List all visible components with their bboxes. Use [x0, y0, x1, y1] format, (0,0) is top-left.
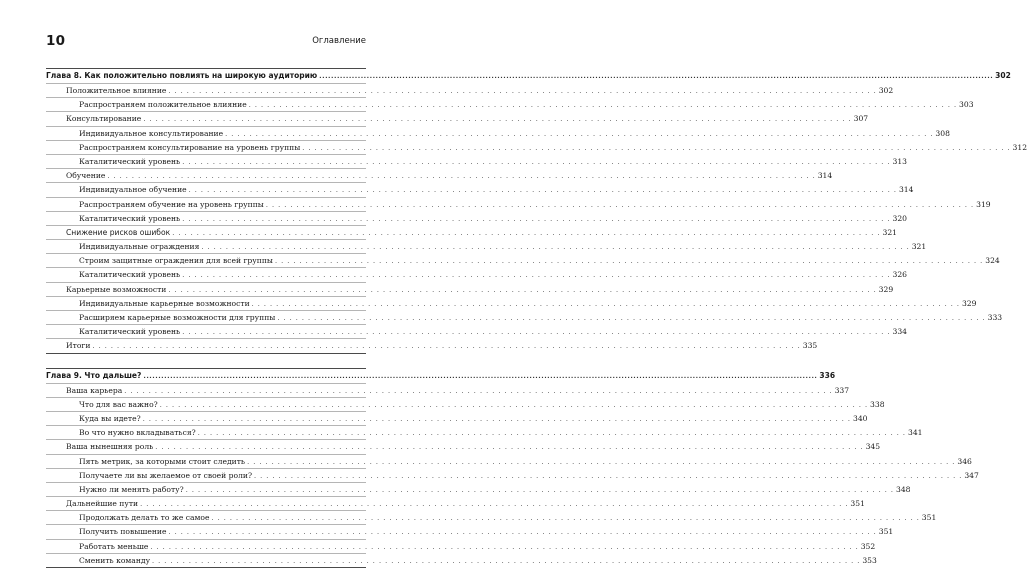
- toc-entry-page: 353: [862, 555, 877, 565]
- dot-leader: [92, 339, 800, 353]
- section-row[interactable]: [46, 497, 865, 511]
- subsection-row[interactable]: [46, 511, 937, 525]
- toc-entry-page: 351: [850, 499, 865, 509]
- toc-entry-page: 324: [985, 256, 1000, 266]
- dot-leader: [201, 240, 909, 254]
- section-row[interactable]: [46, 169, 833, 183]
- section-row[interactable]: [46, 339, 818, 352]
- toc-entry-page: 320: [892, 213, 907, 223]
- toc-entry-title: Снижение рисков ошибок: [66, 227, 171, 237]
- toc-entry-title: Ваша нынешняя роль: [66, 442, 154, 452]
- running-head: Оглавление: [312, 36, 366, 46]
- toc-entry-title: Положительное влияние: [66, 86, 167, 95]
- subsection-row[interactable]: [46, 240, 927, 254]
- dot-leader: [198, 426, 906, 440]
- toc-entry-page: 351: [921, 513, 937, 523]
- toc-entry-title: Работать меньше: [79, 541, 149, 551]
- toc-entry-page: 329: [878, 284, 894, 294]
- toc-entry-title: Обучение: [66, 171, 106, 181]
- toc-entry-title: Пять метрик, за которыми стоит следить: [79, 456, 246, 466]
- subsection-row[interactable]: [46, 268, 907, 282]
- chapter-heading-row[interactable]: [46, 369, 836, 384]
- subsection-row[interactable]: [46, 554, 877, 567]
- toc-entry-page: 348: [896, 484, 911, 494]
- toc-entry-title: Консультирование: [66, 114, 142, 124]
- dot-leader: [143, 412, 851, 426]
- dot-leader: [277, 311, 985, 325]
- section-row[interactable]: [46, 440, 881, 454]
- dot-leader: [150, 540, 858, 554]
- toc-entry-page: 303: [959, 100, 974, 110]
- toc-entry-page: 352: [860, 541, 876, 551]
- toc-entry-page: 351: [878, 527, 894, 537]
- dot-leader: [275, 254, 983, 268]
- dot-leader: [182, 325, 890, 339]
- dot-leader: [160, 398, 868, 412]
- toc-entry-title: Ваша карьера: [66, 385, 123, 395]
- toc-entry-page: 338: [870, 399, 885, 409]
- dot-leader: [254, 469, 962, 483]
- toc-entry-title: Строим защитные ограждения для всей группы: [79, 256, 273, 266]
- dot-leader: [249, 98, 957, 112]
- toc-entry-title: Карьерные возможности: [66, 284, 167, 294]
- subsection-row[interactable]: [46, 183, 914, 197]
- toc-entry-title: Итоги: [66, 341, 91, 351]
- section-row[interactable]: [46, 112, 869, 126]
- toc-entry-page: 308: [935, 128, 950, 138]
- toc-entry-title: Что для вас важно?: [79, 399, 158, 409]
- subsection-row[interactable]: [46, 325, 907, 339]
- toc-entry-page: 307: [853, 114, 869, 124]
- dot-leader: [212, 511, 920, 525]
- toc-entry-title: Распространяем положительное влияние: [79, 100, 247, 110]
- subsection-row[interactable]: [46, 398, 885, 412]
- dot-leader: [247, 455, 955, 469]
- dot-leader: [182, 268, 890, 282]
- toc-entry-title: Получаете ли вы желаемое от своей роли?: [79, 470, 253, 480]
- subsection-row[interactable]: [46, 98, 974, 112]
- dot-leader: [266, 198, 974, 212]
- toc-entry-page: 329: [961, 298, 977, 308]
- dot-leader: [182, 212, 890, 226]
- toc-entry-page: 347: [964, 470, 979, 480]
- dot-leader: [172, 226, 880, 240]
- toc-entry-title: Глава 9. Что дальше?: [46, 370, 142, 380]
- dot-leader: [319, 69, 993, 83]
- toc-entry-page: 314: [898, 185, 914, 195]
- toc-entry-title: Каталитический уровень: [79, 156, 181, 166]
- toc-entry-title: Во что нужно вкладываться?: [79, 428, 196, 438]
- subsection-row[interactable]: [46, 525, 894, 539]
- toc-entry-page: 336: [819, 370, 836, 380]
- toc-entry-title: Индивидуальные карьерные возможности: [79, 298, 250, 308]
- toc-entry-page: 302: [995, 71, 1011, 80]
- toc-entry-page: 321: [911, 242, 927, 252]
- toc-entry-page: 333: [987, 313, 1003, 322]
- toc-entry-title: Продолжать делать то же самое: [79, 513, 210, 523]
- subsection-row[interactable]: [46, 483, 911, 497]
- section-row[interactable]: [46, 384, 850, 398]
- subsection-row[interactable]: [46, 540, 876, 554]
- toc-entry-page: 312: [1012, 142, 1027, 152]
- chapter-block: [46, 68, 1027, 354]
- dot-leader: [182, 155, 890, 169]
- subsection-row[interactable]: [46, 311, 1003, 325]
- toc-entry-page: 337: [834, 385, 850, 395]
- toc-entry-page: 346: [957, 456, 972, 466]
- subsection-row[interactable]: [46, 212, 907, 226]
- page-number: 10: [46, 33, 66, 49]
- toc-entry-title: Расширяем карьерные возможности для группы: [79, 313, 276, 322]
- toc-entry-title: Нужно ли менять работу?: [79, 484, 184, 494]
- subsection-row[interactable]: [46, 426, 923, 440]
- toc-entry-page: 340: [853, 413, 868, 423]
- toc-entry-title: Дальнейшие пути: [66, 499, 139, 509]
- toc-entry-page: 319: [976, 199, 991, 209]
- dot-leader: [302, 141, 1010, 155]
- toc-entry-title: Получить повышение: [79, 527, 167, 537]
- dot-leader: [155, 440, 863, 454]
- subsection-row[interactable]: [46, 155, 907, 169]
- section-row[interactable]: [46, 283, 894, 297]
- toc-entry-title: Каталитический уровень: [79, 213, 181, 223]
- toc-entry-title: Каталитический уровень: [79, 327, 181, 337]
- dot-leader: [124, 384, 832, 398]
- toc-entry-page: 321: [882, 227, 897, 237]
- toc-entry-page: 314: [817, 171, 833, 181]
- dot-leader: [143, 112, 851, 126]
- dot-leader: [168, 84, 876, 98]
- toc-entry-title: Распространяем консультирование на уровень группы: [79, 142, 301, 152]
- chapter-heading-row[interactable]: [46, 69, 1011, 84]
- subsection-row[interactable]: [46, 469, 979, 483]
- toc-entry-page: 326: [892, 270, 907, 280]
- dot-leader: [168, 283, 876, 297]
- subsection-row[interactable]: [46, 141, 1027, 155]
- toc-entry-page: 302: [878, 86, 894, 95]
- toc-entry-title: Каталитический уровень: [79, 270, 181, 280]
- section-row[interactable]: [46, 226, 897, 240]
- dot-leader: [143, 369, 817, 383]
- subsection-row[interactable]: [46, 127, 950, 141]
- toc-entry-page: 341: [907, 428, 923, 438]
- toc-entry-page: 313: [892, 156, 907, 166]
- subsection-row[interactable]: [46, 412, 868, 426]
- page-header: [46, 33, 366, 53]
- toc-entry-page: 345: [865, 442, 881, 452]
- toc-entry-title: Сменить команду: [79, 555, 151, 565]
- section-row[interactable]: [46, 84, 894, 98]
- chapter-block: [46, 368, 979, 568]
- toc-entry-title: Индивидуальные ограждения: [79, 242, 200, 252]
- subsection-row[interactable]: [46, 198, 991, 212]
- dot-leader: [140, 497, 848, 511]
- subsection-row[interactable]: [46, 297, 977, 311]
- toc-entry-title: Индивидуальное обучение: [79, 185, 187, 195]
- dot-leader: [152, 554, 860, 568]
- toc-entry-title: Глава 8. Как положительно повлиять на широкую аудиторию: [46, 71, 318, 80]
- dot-leader: [186, 483, 894, 497]
- dot-leader: [168, 525, 876, 539]
- subsection-row[interactable]: [46, 254, 1000, 268]
- toc-entry-page: 334: [892, 327, 907, 337]
- dot-leader: [225, 127, 933, 141]
- dot-leader: [189, 183, 897, 197]
- table-of-contents: [46, 68, 1027, 568]
- subsection-row[interactable]: [46, 455, 972, 469]
- dot-leader: [107, 169, 815, 183]
- toc-entry-title: Куда вы идете?: [79, 413, 141, 423]
- toc-entry-page: 335: [802, 341, 818, 351]
- toc-entry-title: Индивидуальное консультирование: [79, 128, 224, 138]
- dot-leader: [252, 297, 960, 311]
- toc-entry-title: Распространяем обучение на уровень группы: [79, 199, 264, 209]
